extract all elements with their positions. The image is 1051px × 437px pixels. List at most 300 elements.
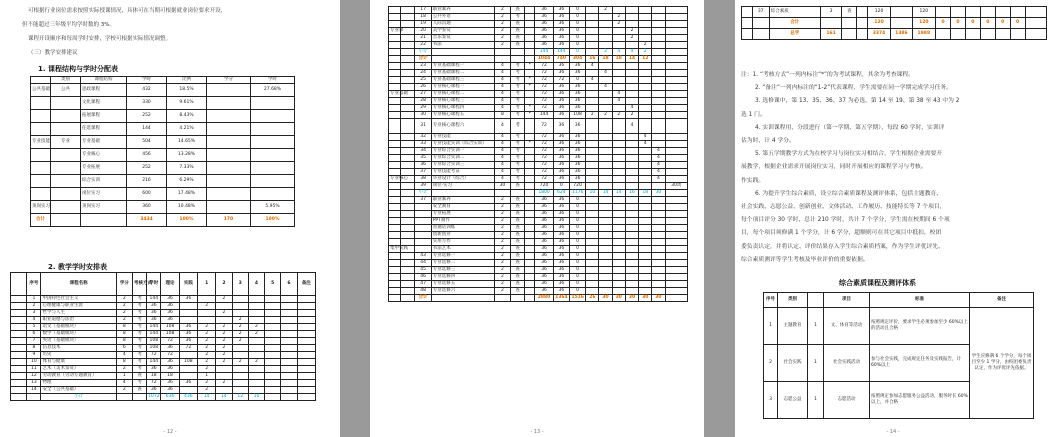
table-cell: 考 [511,105,525,112]
table-cell [389,162,401,169]
table-cell [525,21,535,28]
table-cell [612,176,625,183]
table-cell: 36 [161,310,179,317]
table-cell: 2 [494,274,510,281]
table-cell [665,84,687,91]
table-cell [625,260,638,267]
table-cell: 普通话训练 [431,225,494,232]
table-cell [11,366,27,373]
table-row [11,310,316,317]
table-cell: 2 [198,324,216,331]
table-cell: 考 [511,14,525,21]
table-cell [401,14,415,21]
table-cell [297,331,315,338]
table-cell [639,176,652,183]
table-cell [525,204,535,211]
table-cell: 72 [161,338,179,345]
table-cell: 72 [535,169,553,176]
table-cell: 170 [207,214,251,227]
table-cell: * [525,77,535,84]
table-cell: 100% [251,214,295,227]
table-cell [652,232,665,239]
table-cell: 36 [535,260,553,267]
table-cell [525,260,535,267]
table-cell: 查 [511,42,525,49]
table-cell [389,84,401,91]
table-cell [625,91,638,98]
note-line: 4. 实训课程用，分段进行（第一学期、第五学期），每段 60 学时，实训评 [755,124,945,131]
table-cell: 4 [652,148,665,155]
table-cell [401,267,415,274]
table-cell: 2 [198,359,216,366]
table-cell [401,225,415,232]
table-cell [599,246,612,253]
table-cell [297,373,315,380]
table-cell: 学时 [251,77,295,84]
table-cell [401,260,415,267]
table-cell [599,260,612,267]
table-cell: 课程名称 [41,273,116,296]
table-cell [389,260,401,267]
table-cell [891,18,912,29]
table-cell: 查 [511,28,525,35]
table-cell: 7.33% [167,162,207,175]
table-cell [207,110,251,123]
table-cell: 5.95% [251,201,295,214]
table-cell: 12 [639,56,652,63]
table-cell: 14 [599,190,612,197]
table-cell [251,97,295,110]
table-cell: 2 [612,112,625,119]
table-cell [431,190,494,197]
table-cell: 72 [535,84,553,91]
table-cell: 哲学与人生 [41,310,116,317]
table-cell [665,63,687,70]
table-cell: 2 [216,324,232,331]
table-cell [401,253,415,260]
table-cell [625,246,638,253]
table-cell: 2 [625,28,638,35]
table-cell [11,387,27,394]
table-cell: 1 [27,296,41,303]
table-cell: 0 [569,49,585,56]
table-cell: 36 [553,84,569,91]
table-cell [612,141,625,148]
table-cell [1025,29,1046,40]
table-cell [389,211,401,218]
table-cell [612,260,625,267]
table-cell [401,105,415,112]
table-cell [586,239,599,246]
table-cell [265,310,281,317]
table-cell: 36 [553,204,569,211]
table-cell: 30 [494,183,510,190]
table-cell [652,253,665,260]
table-cell [891,7,912,18]
table-cell [389,77,401,84]
table-row [31,188,295,201]
table-cell [652,218,665,225]
table-cell [31,110,51,123]
table-cell [665,169,687,176]
table-cell: 4 [494,119,510,134]
table-cell: 36 [553,134,569,141]
table-cell: 161 [820,29,841,40]
table-cell: 参与社会实践，完成规定任务及实践报告，计 60%以上 [870,345,970,382]
table-cell: 72 [535,77,553,84]
table-cell [525,169,535,176]
table-cell [599,288,612,295]
table-cell: 考 [511,148,525,155]
table-cell [612,211,625,218]
table-cell: 4 [494,63,510,70]
table-cell: 4 [599,84,612,91]
table-cell: 3 [27,310,41,317]
table-cell [586,246,599,253]
table-cell: 集中实践 [390,246,408,251]
table-cell: 4 [586,77,599,84]
table-cell [401,77,415,84]
table-cell: 4 [639,134,652,141]
table-cell [179,317,197,324]
table-cell [639,91,652,98]
table-cell: 考 [132,324,146,331]
table-cell: 35 [415,155,431,162]
table-cell [639,70,652,77]
table-cell: 专业选修四 [431,274,494,281]
table-cell [401,119,415,134]
table-cell [639,155,652,162]
table-cell: 专业基础课程三 [431,77,494,84]
note-line: 3. 选修课中，第 13、35、36、37 为必选，第 14 至 19、第 38 至 43 中为 2 [755,98,960,105]
table-cell: 专业核心课程六 [431,119,494,134]
table-cell: 2 [494,281,510,288]
table-cell [842,18,857,29]
table-cell [265,324,281,331]
table-cell: 职业道德与法治 [41,317,116,324]
table-cell [11,310,27,317]
table-row [389,28,688,35]
table-row [31,214,295,227]
table-cell: 36 [147,387,161,394]
table-cell [599,14,612,21]
table-row [389,274,688,281]
table-cell: 36 [535,21,553,28]
table-cell: 4 [652,162,665,169]
table-cell: 39 [415,183,431,190]
table-cell [525,246,535,253]
table-cell: 144 [147,324,161,331]
table-cell: 33 [415,141,431,148]
table-cell [612,155,625,162]
table-cell: 36 [535,288,553,295]
table-cell: 0 [950,18,965,29]
table-cell: 144 [553,49,569,56]
table-cell: 2 [198,387,216,394]
table-cell: 0 [569,288,585,295]
table-cell [11,359,27,366]
table-cell [265,373,281,380]
intro-line-3: 课程开设顺序和每周学时安排，学校可根据实际情况调整。 [28,36,172,42]
table-cell [652,105,665,112]
table-cell [612,204,625,211]
table-cell: 4 [625,119,638,134]
table-cell: 14 [216,394,232,401]
table-cell [665,288,687,295]
table-cell [612,267,625,274]
table-cell [625,162,638,169]
table-cell [525,197,535,204]
table-cell: 考 [132,310,146,317]
table-cell [652,77,665,84]
table-cell [652,14,665,21]
table-cell [625,183,638,190]
table-cell: 36 [553,63,569,70]
table-cell: 查 [511,197,525,204]
page-number: - 12 - [163,429,177,435]
section-title-schedule: 2. 教学学时安排表 [48,263,107,271]
table-row [31,84,295,97]
table-cell [639,84,652,91]
table-cell: 36 [535,267,553,274]
table-cell [525,225,535,232]
table-cell [625,148,638,155]
table-header-row [764,293,1034,308]
table-cell: 考 [511,91,525,98]
table-cell: 10 [27,359,41,366]
table-cell [281,303,297,310]
section-title-structure: 1. 课程结构与学时分配表 [38,65,118,73]
table-cell [625,14,638,21]
table-cell: 标准 [870,293,970,308]
table-cell [389,155,401,162]
table-cell: 740 [553,56,569,63]
table-cell: 理论 [161,273,179,296]
table-cell [599,253,612,260]
table-cell [599,148,612,155]
table-cell [389,35,401,42]
table-row [742,7,1047,18]
table-cell [415,204,431,211]
table-cell [415,239,431,246]
table-cell [652,56,665,63]
table-cell: 4 [625,105,638,112]
table-row [389,232,688,239]
table-cell: 0 [995,18,1010,29]
table-cell: 2 [639,49,652,56]
table-cell: 学分 [116,273,132,296]
table-cell: 3 [820,7,841,18]
table-cell: 按照规定评价，要求学生必须参加至少 60%以上的活动且合格 [870,308,970,345]
table-cell [248,338,264,345]
table-cell: * [525,84,535,91]
table-cell [665,112,687,119]
table-cell: 小计 [415,49,431,56]
table-cell: 0 [569,267,585,274]
table-cell [11,317,27,324]
table-cell [612,197,625,204]
table-cell [652,28,665,35]
table-cell: 心理健康与职业生涯 [41,303,116,310]
table-cell [665,211,687,218]
table-row [389,225,688,232]
table-cell [652,42,665,49]
table-cell: 文、体育等活动 [824,308,870,345]
page-3 [735,0,1051,437]
table-cell: 4 [652,176,665,183]
table-cell: 2 [494,211,510,218]
table-cell [612,169,625,176]
table-cell: 2 [232,331,248,338]
table-cell [625,141,638,148]
table-cell: 合计 [31,214,51,227]
table-cell: 考核方式 [132,273,146,296]
table-cell [652,70,665,77]
table-cell [625,211,638,218]
table-cell [248,345,264,352]
table-cell [11,380,27,387]
table-cell [389,295,401,302]
table-cell [389,169,401,176]
table-cell [415,232,431,239]
table-cell [431,295,494,302]
table-row [11,338,316,345]
table-cell: 专业技能实训（综合实训） [431,141,494,148]
table-cell: 2 [198,331,216,338]
table-cell [586,21,599,28]
table-cell [232,352,248,359]
table-cell: 36 [569,155,585,162]
table-cell [665,70,687,77]
table-cell: 2 [198,303,216,310]
table-cell: 216 [127,175,167,188]
table-cell [820,18,841,29]
table-cell: 书法艺术 [431,246,494,253]
table-cell: 108 [161,331,179,338]
table-cell: 1800 [535,190,553,197]
table-cell [936,7,951,18]
table-cell [297,317,315,324]
table-cell [31,175,51,188]
table-cell: 4 [494,162,510,169]
table-cell [401,112,415,119]
table-cell: 4 [116,380,132,387]
table-cell: 2 [625,35,638,42]
table-cell: 2 [625,112,638,119]
table-cell: 14 [198,394,216,401]
table-cell: 安全教育 [431,204,494,211]
table-cell: 18 [612,56,625,63]
table-cell [599,35,612,42]
table-cell [586,119,599,134]
table-cell: 72 [147,352,161,359]
table-cell: 2 [248,324,264,331]
table-row [389,119,688,134]
structure-table [30,76,295,227]
table-cell: 岗位实习 [81,188,127,201]
table-cell: 34 [415,148,431,155]
table-cell: 36 [535,28,553,35]
table-cell: 144 [535,112,553,119]
table-cell [401,84,415,91]
eval-title: 综合素质课程及测评体系 [839,279,916,287]
table-cell: 毕业设计（综合） [431,176,494,183]
table-cell [179,387,197,394]
table-cell: 36 [553,239,569,246]
table-cell [612,105,625,112]
table-cell: 2 [216,331,232,338]
table-cell: 0 [569,204,585,211]
table-cell [625,288,638,295]
table-cell: 36 [161,296,179,303]
table-cell [51,188,81,201]
table-cell [525,190,535,197]
table-row [389,84,688,91]
table-cell: 职业素养 [431,7,494,14]
table-cell [652,7,665,14]
table-cell: 体育与健康 [41,359,116,366]
table-cell: 备注 [297,273,315,296]
table-cell: 物理 [41,380,116,387]
table-cell: 4 [612,91,625,98]
table-cell: 社会实践 [778,345,808,382]
table-cell [525,162,535,169]
table-cell: 4 [27,317,41,324]
table-cell [297,380,315,387]
table-cell [652,84,665,91]
table-cell [248,380,264,387]
table-cell [389,21,401,28]
table-cell [297,303,315,310]
table-cell [639,169,652,176]
table-cell [389,49,401,56]
table-cell [612,7,625,14]
table-row [389,63,688,70]
table-cell: 2 [494,218,510,225]
table-cell: 38 [415,176,431,183]
table-cell [665,260,687,267]
table-cell [265,303,281,310]
table-cell: 0 [936,18,951,29]
table-cell [525,176,535,183]
table-row [389,211,688,218]
table-cell [639,63,652,70]
table-header-row [11,273,316,296]
table-cell [11,303,27,310]
table-cell [652,288,665,295]
table-cell [665,14,687,21]
table-cell [281,338,297,345]
table-cell: 2 [216,380,232,387]
table-cell: 岗位·实习 [431,183,494,190]
table-cell [842,29,857,40]
table-cell: 600 [127,188,167,201]
table-cell: 36 [535,7,553,14]
table-cell: 144 [535,49,553,56]
table-cell [665,176,687,183]
table-cell [31,188,51,201]
table-cell: 考 [132,366,146,373]
table-cell [389,42,401,49]
table-cell [625,232,638,239]
table-cell [612,28,625,35]
table-cell [415,246,431,253]
table-cell [639,14,652,21]
table-cell [11,338,27,345]
table-cell: 2 [494,7,510,14]
table-cell: 6 [27,331,41,338]
table-cell: 课程结构 [81,77,127,84]
